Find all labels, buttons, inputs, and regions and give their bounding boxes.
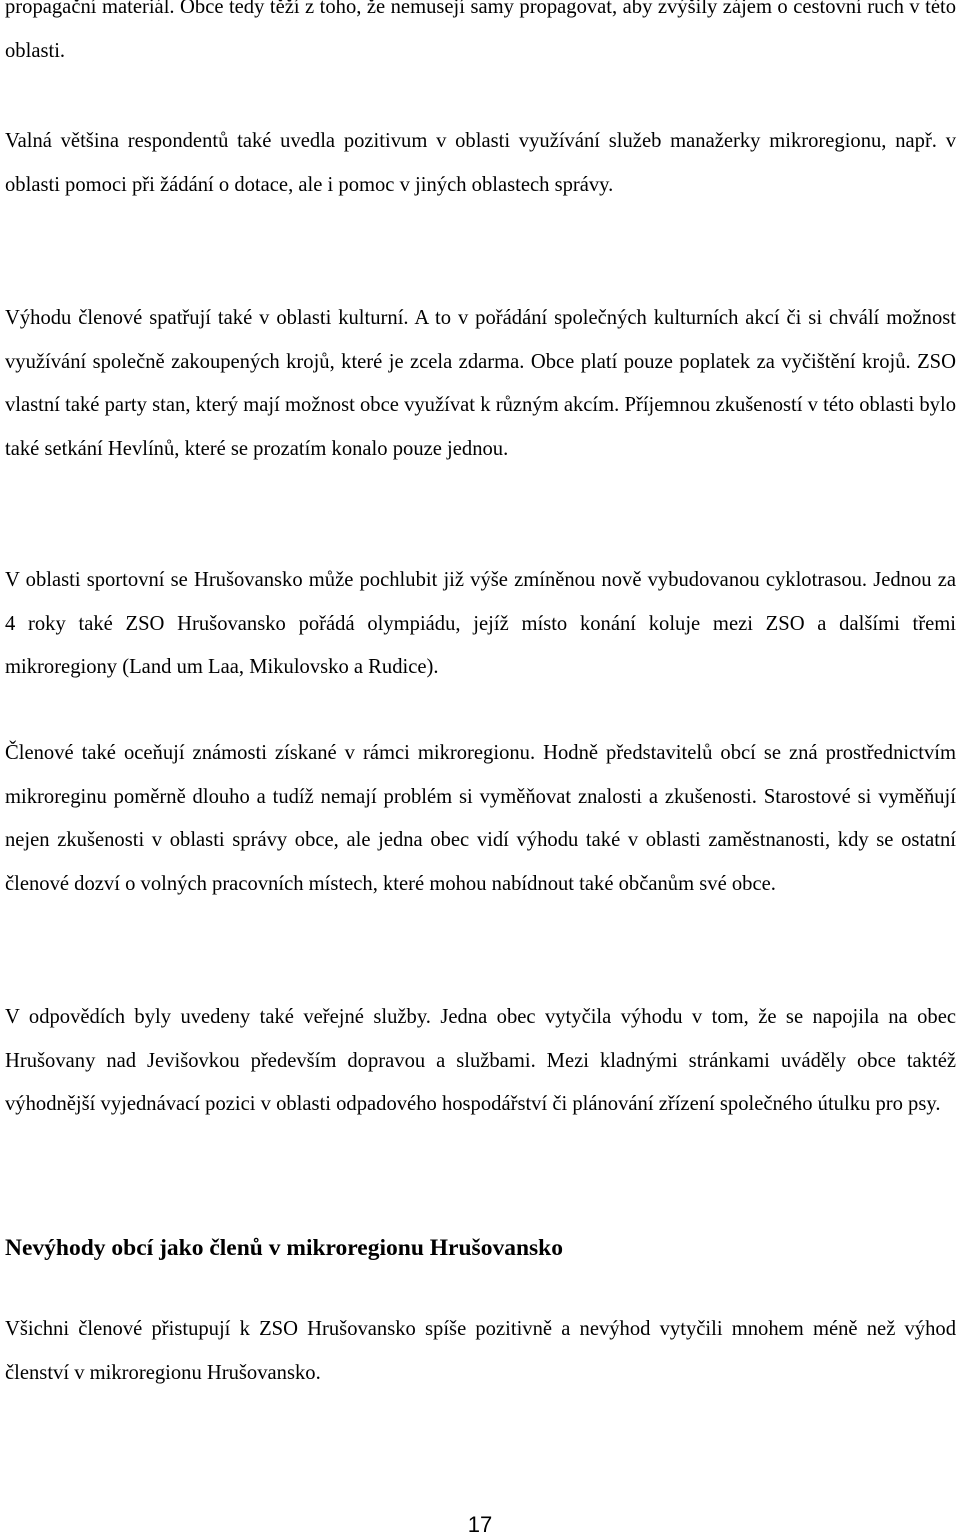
- paragraph-manager-services: Valná většina respondentů také uvedla pozitivum v oblasti využívání služeb manažerky mikroregionu, např. v oblasti pomoci při žádání o dotace, ale i pomoc v jiných oblastech správy.: [5, 130, 956, 196]
- paragraph-contacts: Členové také oceňují známosti získané v rámci mikroregionu. Hodně představitelů obcí se zná prostřednictvím mikroreginu poměrně dlouho a tudíž nemají problém si vyměňovat znalosti a zkušenosti. Starostové si vyměňují nejen zkušenosti v oblasti správy obce, ale jedna obec vidí výhodu také v oblasti zaměstnanosti, kdy se ostatní členové dozví o volných pracovních místech, které mohou nabídnout také občanům své obce.: [5, 742, 956, 896]
- paragraph-public-services: V odpovědích byly uvedeny také veřejné služby. Jedna obec vytyčila výhodu v tom, že se napojila na obec Hrušovany nad Jevišovkou především dopravou a službami. Mezi kladnými stránkami uváděly obce taktéž výhodnější vyjednávací pozici v oblasti odpadového hospodářství či plánování zřízení společného útulku pro psy.: [5, 1006, 956, 1116]
- page-number: 17: [467, 1512, 493, 1537]
- paragraph-sport: V oblasti sportovní se Hrušovansko může pochlubit již výše zmíněnou nově vybudovanou cyklotrasou. Jednou za 4 roky také ZSO Hrušovansko pořádá olympiádu, jejíž místo konání koluje mezi ZSO a dalšími třemi mikroregiony (Land um Laa, Mikulovsko a Rudice).: [5, 569, 956, 679]
- paragraph-culture: Výhodu členové spatřují také v oblasti kulturní. A to v pořádání společných kulturních akcí či si chválí možnost využívání společně zakoupených krojů, které je zcela zdarma. Obce platí pouze poplatek za vyčištění krojů. ZSO vlastní také party stan, který mají možnost obce využívat k různým akcím. Příjemnou zkušeností v této oblasti bylo také setkání Hevlínů, které se prozatím konalo pouze jednou.: [5, 307, 956, 461]
- paragraph-promotion: propagační materiál. Obce tedy těží z toho, že nemusejí samy propagovat, aby zvýšily zájem o cestovní ruch v této oblasti.: [5, 0, 956, 62]
- paragraph-disadvantages: Všichni členové přistupují k ZSO Hrušovansko spíše pozitivně a nevýhod vytyčili mnohem méně než výhod členství v mikroregionu Hrušovansko.: [5, 1318, 956, 1384]
- section-heading: Nevýhody obcí jako členů v mikroregionu Hrušovansko: [5, 1235, 563, 1261]
